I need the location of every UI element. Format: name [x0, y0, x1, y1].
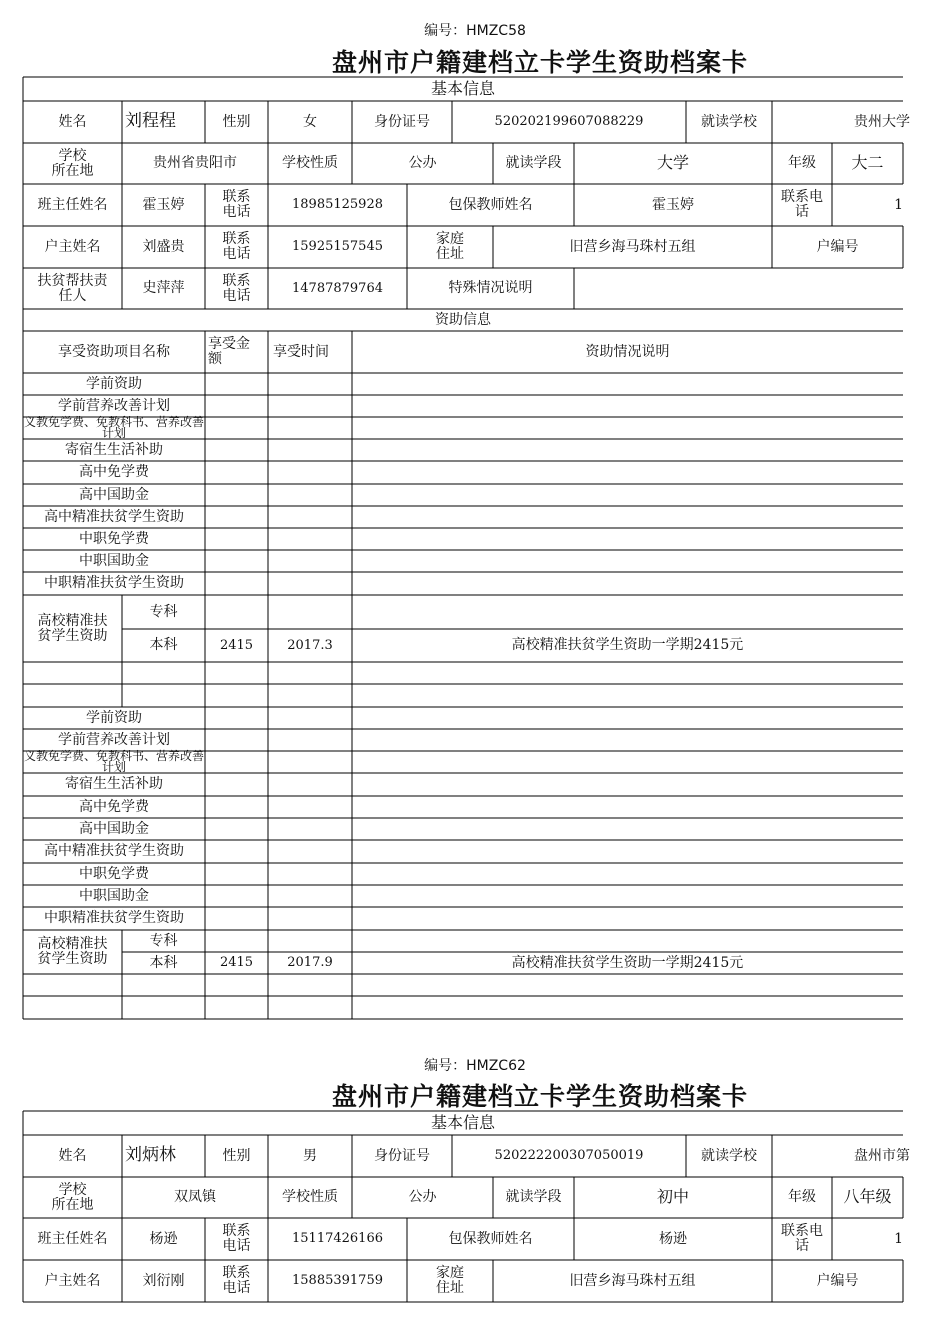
- guarantee-teacher-2: 杨逊: [659, 1230, 687, 1247]
- card-title-2: 盘州市户籍建档立卡学生资助档案卡: [331, 1082, 748, 1111]
- aid-item-benke-b: 本科: [149, 954, 178, 971]
- stage-value-2: 初中: [656, 1187, 689, 1207]
- aid-item-preschool-b: 学前资助: [86, 709, 142, 726]
- teacher-phone: 18985125928: [292, 197, 383, 213]
- record1-time: 2017.3: [287, 637, 333, 653]
- label-school-type: 学校性质: [282, 155, 338, 172]
- teacher-phone-2: 15117426166: [292, 1231, 383, 1247]
- label-name-2: 姓名: [58, 1147, 87, 1164]
- basic-info-header: 基本信息: [430, 78, 495, 98]
- record2-time: 2017.9: [287, 955, 333, 971]
- aid-item-hs-poverty: 高中精准扶贫学生资助: [44, 508, 184, 525]
- label-householder-2: 户主姓名: [44, 1272, 101, 1289]
- school-location: 贵州省贵阳市: [153, 155, 237, 172]
- householder-phone-2: 15885391759: [292, 1273, 383, 1289]
- label-householder-phone: 联系 电话: [222, 231, 251, 262]
- aid-item-compulsory-b: 义教免学费、免教科书、营养改善计划: [23, 749, 204, 775]
- helper-phone: 14787879764: [292, 280, 383, 296]
- householder: 刘盛贵: [142, 238, 185, 255]
- school-location-2: 双凤镇: [174, 1189, 216, 1206]
- aid-info-header: 资助信息: [435, 311, 491, 328]
- label-id-number-2: 身份证号: [374, 1147, 430, 1164]
- label-gender-2: 性别: [222, 1147, 251, 1164]
- serial-number: 编号：HMZC58: [424, 23, 526, 39]
- label-stage-2: 就读学段: [505, 1189, 562, 1206]
- label-grade-2: 年级: [788, 1189, 816, 1206]
- school-type: 公办: [408, 155, 437, 172]
- home-address: 旧营乡海马珠村五组: [569, 238, 696, 255]
- aid-item-hs-grant-b: 高中国助金: [79, 820, 149, 837]
- aid-item-preschool-nutrition-b: 学前营养改善计划: [58, 731, 170, 748]
- head-teacher: 霍玉婷: [142, 196, 185, 213]
- record2-amount: 2415: [219, 955, 254, 971]
- record1-desc: 高校精准扶贫学生资助一学期2415元: [511, 637, 744, 654]
- record1-amount: 2415: [219, 637, 254, 653]
- school-value: 贵州大学: [854, 113, 910, 130]
- label-head-teacher-2: 班主任姓名: [37, 1230, 108, 1247]
- school-type-2: 公办: [408, 1189, 437, 1206]
- label-school-location: 学校 所在地: [51, 147, 94, 179]
- label-householder-phone-2: 联系 电话: [222, 1265, 251, 1296]
- aid-item-vocational-poverty-b: 中职精准扶贫学生资助: [44, 910, 184, 927]
- id-number: 520202199607088229: [494, 114, 644, 130]
- label-grade: 年级: [788, 155, 816, 172]
- aid-item-boarding: 寄宿生生活补助: [65, 441, 163, 458]
- label-poverty-helper: 扶贫帮扶责 任人: [37, 272, 108, 304]
- aid-item-hs-poverty-b: 高中精准扶贫学生资助: [44, 843, 184, 860]
- guarantee-phone: 1: [894, 196, 903, 213]
- aid-item-vocational-free-b: 中职免学费: [79, 865, 149, 882]
- grade-value-2: 八年级: [843, 1187, 892, 1207]
- aid-item-vocational-poverty: 中职精准扶贫学生资助: [44, 575, 184, 592]
- poverty-helper: 史萍萍: [142, 280, 185, 297]
- aid-item-compulsory: 义教免学费、免教科书、营养改善计划: [23, 415, 204, 441]
- label-household-no: 户编号: [816, 238, 859, 255]
- label-householder: 户主姓名: [44, 238, 101, 255]
- aid-item-preschool-nutrition: 学前营养改善计划: [58, 397, 170, 414]
- col-aid-desc: 资助情况说明: [585, 343, 670, 360]
- col-aid-amount: 享受金 额: [208, 336, 250, 367]
- label-school-location-2: 学校 所在地: [51, 1181, 94, 1213]
- stage-value: 大学: [656, 153, 689, 173]
- gender-value-2: 男: [303, 1147, 317, 1164]
- col-aid-time: 享受时间: [273, 343, 329, 360]
- aid-item-benke: 本科: [149, 637, 178, 654]
- label-address-2: 家庭 住址: [436, 1265, 464, 1296]
- label-address: 家庭 住址: [436, 231, 464, 262]
- aid-item-hs-grant: 高中国助金: [79, 486, 149, 503]
- aid-item-zhuanke-b: 专科: [149, 932, 178, 949]
- householder-2: 刘衍刚: [142, 1272, 185, 1289]
- aid-item-hs-free-tuition: 高中免学费: [79, 464, 149, 481]
- aid-item-zhuanke: 专科: [149, 603, 178, 620]
- label-helper-phone: 联系 电话: [222, 272, 251, 304]
- aid-item-vocational-grant-b: 中职国助金: [79, 887, 149, 904]
- label-gender: 性别: [222, 113, 251, 130]
- label-teacher-phone: 联系 电话: [222, 189, 251, 220]
- aid-item-college-poverty-b: 高校精准扶 贫学生资助: [37, 936, 108, 967]
- label-name: 姓名: [58, 113, 87, 130]
- label-household-no-2: 户编号: [816, 1272, 859, 1289]
- student-name: 刘程程: [125, 111, 176, 132]
- aid-item-preschool: 学前资助: [86, 375, 142, 392]
- label-school-2: 就读学校: [701, 1147, 757, 1164]
- label-guarantee-teacher: 包保教师姓名: [448, 196, 533, 213]
- card-title: 盘州市户籍建档立卡学生资助档案卡: [331, 48, 748, 77]
- label-guarantee-teacher-2: 包保教师姓名: [448, 1230, 533, 1247]
- head-teacher-2: 杨逊: [149, 1230, 178, 1247]
- student-name-2: 刘炳林: [125, 1145, 176, 1166]
- home-address-2: 旧营乡海马珠村五组: [569, 1272, 696, 1289]
- aid-item-vocational-grant: 中职国助金: [79, 552, 149, 569]
- label-teacher-phone-2: 联系 电话: [222, 1223, 251, 1254]
- guarantee-phone-2: 1: [894, 1230, 903, 1247]
- aid-item-boarding-b: 寄宿生生活补助: [65, 776, 163, 793]
- aid-item-college-poverty: 高校精准扶 贫学生资助: [37, 612, 108, 644]
- grade-value: 大二: [851, 153, 884, 173]
- label-school: 就读学校: [701, 113, 757, 130]
- label-school-type-2: 学校性质: [282, 1189, 338, 1206]
- label-special-situation: 特殊情况说明: [448, 280, 533, 297]
- record2-desc: 高校精准扶贫学生资助一学期2415元: [511, 954, 744, 971]
- aid-item-hs-free-tuition-b: 高中免学费: [79, 798, 149, 815]
- id-number-2: 520222200307050019: [494, 1148, 644, 1164]
- label-id-number: 身份证号: [374, 113, 430, 130]
- serial-number-2: 编号：HMZC62: [424, 1058, 526, 1074]
- label-head-teacher: 班主任姓名: [37, 196, 108, 213]
- school-value-2: 盘州市第: [854, 1147, 910, 1164]
- basic-info-header-2: 基本信息: [430, 1112, 495, 1132]
- gender-value: 女: [303, 113, 317, 130]
- col-aid-project: 享受资助项目名称: [58, 343, 170, 360]
- label-stage: 就读学段: [505, 155, 562, 172]
- label-guarantee-phone-2: 联系电 话: [781, 1223, 823, 1254]
- guarantee-teacher: 霍玉婷: [652, 196, 694, 213]
- label-guarantee-phone: 联系电 话: [781, 189, 823, 220]
- aid-item-vocational-free: 中职免学费: [79, 530, 149, 547]
- householder-phone: 15925157545: [292, 239, 383, 255]
